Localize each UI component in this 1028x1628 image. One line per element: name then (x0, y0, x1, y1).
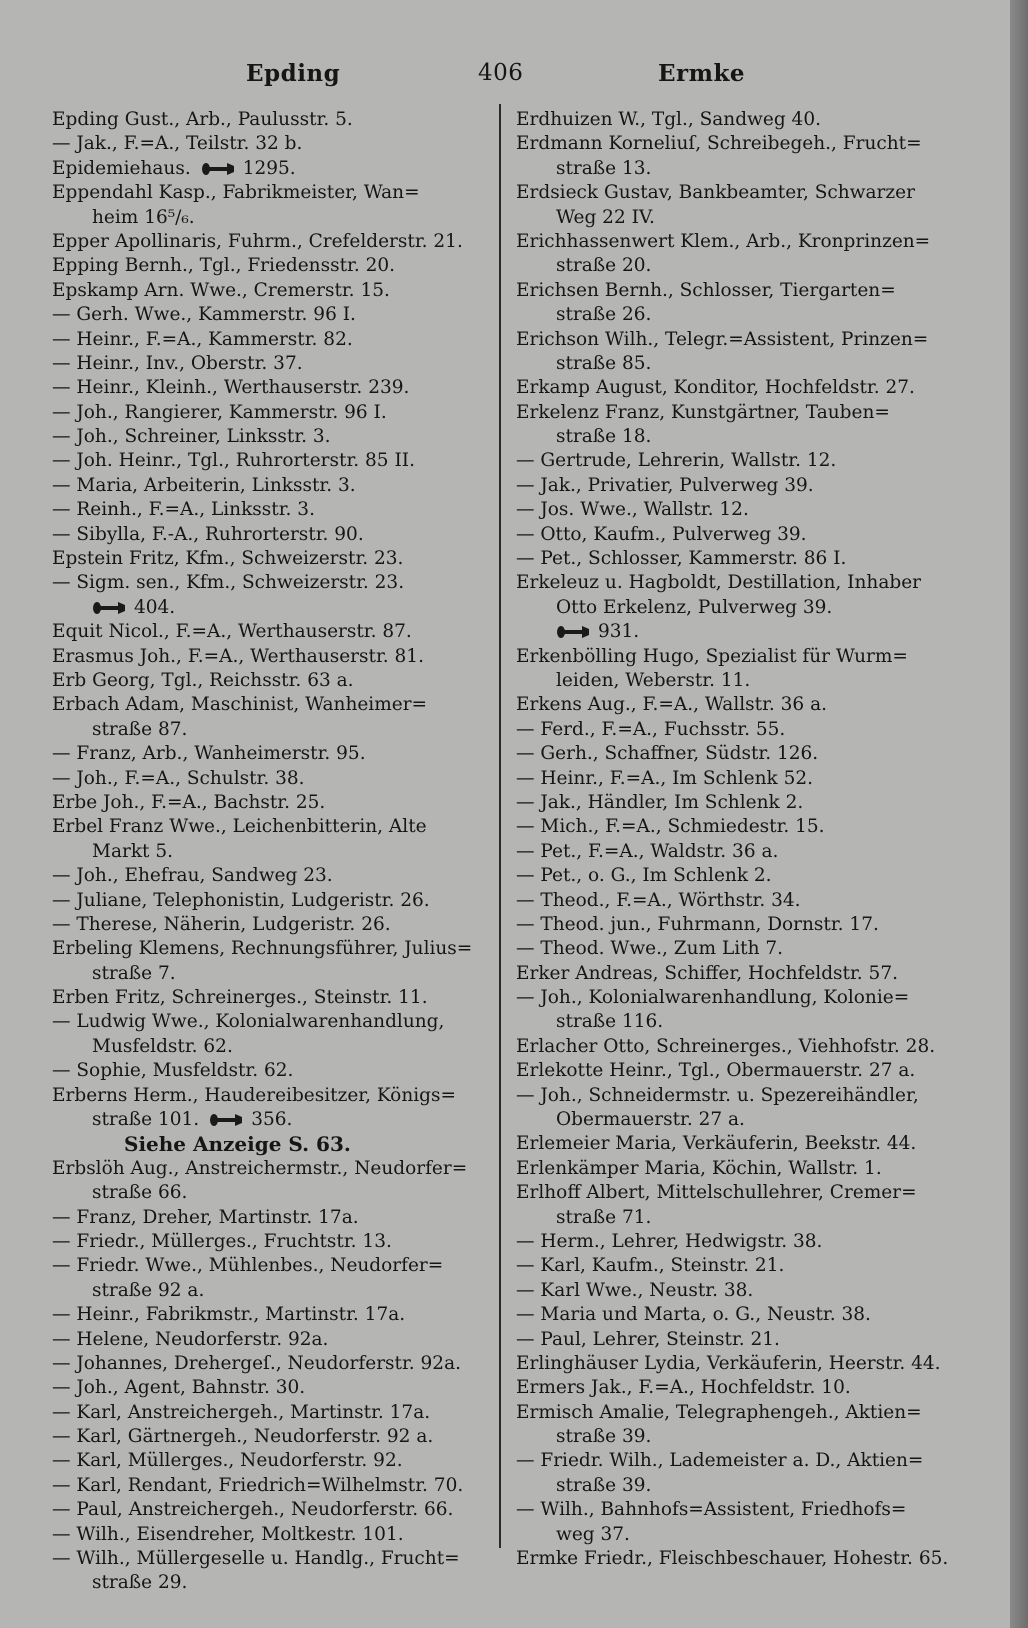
entry-text: Erben Fritz, Schreinerges., Steinstr. 11. (52, 987, 428, 1009)
entry-text: Erlenkämper Maria, Köchin, Wallstr. 1. (516, 1157, 882, 1179)
entry-text: Ermers Jak., F.=A., Hochfeldstr. 10. (516, 1377, 851, 1399)
directory-entry (516, 230, 944, 254)
directory-entry (516, 1206, 944, 1230)
directory-entry (516, 1449, 944, 1473)
page-number: 406 (478, 60, 524, 86)
entry-text: — Joh., F.=A., Schulstr. 38. (52, 767, 305, 789)
entry-text: straße 87. (92, 718, 188, 740)
directory-entry (52, 1206, 480, 1230)
directory-entry (516, 108, 944, 132)
entry-text: — Wilh., Eisendreher, Moltkestr. 101. (52, 1523, 404, 1545)
entry-text: — Heinr., Fabrikmstr., Martinstr. 17a. (52, 1304, 406, 1326)
directory-entry (52, 1498, 480, 1522)
directory-entry (52, 425, 480, 449)
entry-text: — Helene, Neudorferstr. 92a. (52, 1328, 329, 1350)
directory-entry (516, 1279, 944, 1303)
directory-entry (52, 1035, 480, 1059)
telephone-icon (556, 625, 590, 639)
entry-text: Erichsen Bernh., Schlosser, Tiergarten= (516, 279, 896, 301)
page-edge (1010, 0, 1028, 1628)
entry-text: Equit Nicol., F.=A., Werthauserstr. 87. (52, 621, 412, 643)
entry-text: Erlinghäuser Lydia, Verkäuferin, Heerstr. 44. (516, 1352, 941, 1374)
entry-text: Erdhuizen W., Tgl., Sandweg 40. (516, 109, 821, 130)
directory-entry (52, 962, 480, 986)
directory-entry (52, 157, 480, 181)
phone-number (556, 620, 639, 644)
entry-text: Otto Erkelenz, Pulverweg 39. (556, 596, 833, 618)
entry-text: — Joh., Rangierer, Kammerstr. 96 I. (52, 401, 387, 423)
entry-text: — Theod. jun., Fuhrmann, Dornstr. 17. (516, 913, 879, 935)
entry-text: — Sibylla, F.-A., Ruhrorterstr. 90. (52, 523, 364, 545)
directory-entry (516, 937, 944, 961)
entry-text: Markt 5. (92, 840, 173, 862)
entry-text: — Ferd., F.=A., Fuchsstr. 55. (516, 718, 786, 740)
entry-text: — Theod., F.=A., Wörthstr. 34. (516, 889, 801, 911)
entry-text: — Heinr., F.=A., Im Schlenk 52. (516, 767, 814, 789)
entry-text: straße 92 a. (92, 1279, 205, 1301)
entry-text: — Karl, Gärtnergeh., Neudorferstr. 92 a. (52, 1426, 434, 1448)
entry-text: — Maria, Arbeiterin, Linksstr. 3. (52, 474, 356, 496)
directory-entry (516, 449, 944, 473)
entry-text: Epidemiehaus. (52, 157, 191, 179)
entry-text: Erdsieck Gustav, Bankbeamter, Schwarzer (516, 182, 915, 204)
directory-entry (516, 620, 944, 644)
directory-entry (52, 1230, 480, 1254)
entry-text: — Otto, Kaufm., Pulverweg 39. (516, 523, 807, 545)
entry-text: — Paul, Anstreichergeh., Neudorferstr. 66. (52, 1499, 454, 1521)
entry-text: — Gertrude, Lehrerin, Wallstr. 12. (516, 450, 837, 472)
directory-entry (52, 1279, 480, 1303)
entry-text: Ermisch Amalie, Telegraphengeh., Aktien= (516, 1401, 922, 1423)
entry-text: — Sigm. sen., Kfm., Schweizerstr. 23. (52, 572, 405, 594)
entry-text: Erkens Aug., F.=A., Wallstr. 36 a. (516, 694, 827, 716)
directory-entry (52, 1059, 480, 1083)
right-column (516, 108, 949, 1571)
directory-entry (516, 498, 944, 522)
directory-entry (52, 498, 480, 522)
entry-text: Erkenbölling Hugo, Spezialist für Wurm= (516, 645, 908, 667)
entry-text: — Heinr., Inv., Oberstr. 37. (52, 352, 303, 374)
entry-text: Erichhassenwert Klem., Arb., Kronprinzen= (516, 230, 931, 252)
directory-entry (516, 352, 944, 376)
directory-entry (52, 449, 480, 473)
entry-text: straße 18. (556, 426, 652, 448)
entry-text: — Johannes, Drehergeſ., Neudorferstr. 92a. (52, 1352, 461, 1374)
directory-entry (516, 401, 944, 425)
directory-entry (516, 181, 944, 205)
directory-entry (52, 1328, 480, 1352)
directory-entry (52, 1425, 480, 1449)
entry-text: — Joh., Kolonialwarenhandlung, Kolonie= (516, 987, 910, 1009)
directory-entry (516, 645, 944, 669)
directory-entry (52, 840, 480, 864)
directory-entry (516, 376, 944, 400)
phone-number-value: 404. (134, 596, 176, 618)
directory-entry (52, 620, 480, 644)
directory-entry (52, 523, 480, 547)
entry-text: Erbel Franz Wwe., Leichenbitterin, Alte (52, 816, 427, 838)
entry-text: — Karl, Müllerges., Neudorferstr. 92. (52, 1450, 403, 1472)
directory-entry (52, 913, 480, 937)
directory-entry (516, 815, 944, 839)
entry-text: straße 13. (556, 157, 652, 179)
entry-text: Epding Gust., Arb., Paulusstr. 5. (52, 109, 353, 130)
entry-text: — Jak., F.=A., Teilstr. 32 b. (52, 133, 303, 155)
directory-entry (516, 303, 944, 327)
directory-entry (52, 230, 480, 254)
directory-entry (52, 1254, 480, 1278)
entry-text: Erbslöh Aug., Anstreichermstr., Neudorfer= (52, 1157, 468, 1179)
entry-text: Erbach Adam, Maschinist, Wanheimer= (52, 694, 428, 716)
directory-entry (516, 1108, 944, 1132)
directory-entry (516, 474, 944, 498)
entry-text: — Joh., Agent, Bahnstr. 30. (52, 1377, 306, 1399)
entry-text: Erb Georg, Tgl., Reichsstr. 63 a. (52, 669, 354, 691)
entry-text: Epping Bernh., Tgl., Friedensstr. 20. (52, 255, 396, 277)
directory-entry (52, 254, 480, 278)
entry-text: — Gerh., Schaffner, Südstr. 126. (516, 743, 819, 765)
directory-entry (52, 328, 480, 352)
directory-entry (516, 1376, 944, 1400)
directory-entry (52, 889, 480, 913)
entry-text: — Friedr. Wwe., Mühlenbes., Neudorfer= (52, 1255, 444, 1277)
entry-text: straße 71. (556, 1206, 652, 1228)
entry-text: Epstein Fritz, Kfm., Schweizerstr. 23. (52, 548, 404, 570)
telephone-icon (201, 162, 235, 176)
entry-text: Obermauerstr. 27 a. (556, 1109, 745, 1131)
entry-text: — Franz, Dreher, Martinstr. 17a. (52, 1206, 359, 1228)
directory-entry (52, 1084, 480, 1108)
directory-entry (516, 1254, 944, 1278)
entry-text: — Reinh., F.=A., Linksstr. 3. (52, 499, 315, 521)
entry-text: — Therese, Näherin, Ludgeristr. 26. (52, 913, 391, 935)
entry-text: Siehe Anzeige S. 63. (124, 1132, 351, 1157)
directory-entry (516, 206, 944, 230)
entry-text: straße 39. (556, 1426, 652, 1448)
directory-entry (516, 1132, 944, 1156)
column-divider (499, 104, 501, 1548)
entry-text: — Heinr., F.=A., Kammerstr. 82. (52, 328, 353, 350)
entry-text: straße 85. (556, 352, 652, 374)
entry-text: — Heinr., Kleinh., Werthauserstr. 239. (52, 377, 410, 399)
entry-text: leiden, Weberstr. 11. (556, 669, 751, 691)
directory-entry (516, 1352, 944, 1376)
entry-text: Erkeleuz u. Hagboldt, Destillation, Inhaber (516, 572, 921, 594)
entry-text: straße 29. (92, 1572, 188, 1594)
directory-entry (516, 523, 944, 547)
entry-text: — Karl, Rendant, Friedrich=Wilhelmstr. 70. (52, 1474, 464, 1496)
directory-entry (52, 596, 480, 620)
entry-text: Erbe Joh., F.=A., Bachstr. 25. (52, 791, 326, 813)
entry-text: Erberns Herm., Haudereibesitzer, Königs= (52, 1084, 456, 1106)
directory-entry (52, 206, 480, 230)
directory-entry (52, 1401, 480, 1425)
directory-entry (52, 1449, 480, 1473)
directory-entry (516, 328, 944, 352)
entry-text: — Ludwig Wwe., Kolonialwarenhandlung, (52, 1011, 445, 1033)
entry-text: — Joh., Ehefrau, Sandweg 23. (52, 865, 333, 887)
directory-entry (52, 376, 480, 400)
entry-text: Erasmus Joh., F.=A., Werthauserstr. 81. (52, 645, 424, 667)
directory-entry (52, 1547, 480, 1571)
directory-entry (52, 693, 480, 717)
entry-text: — Jak., Privatier, Pulverweg 39. (516, 474, 814, 496)
entry-text: Erker Andreas, Schiffer, Hochfeldstr. 57. (516, 962, 898, 984)
directory-entry (516, 1474, 944, 1498)
entry-text: straße 39. (556, 1474, 652, 1496)
entry-text: Erichson Wilh., Telegr.=Assistent, Prinzen= (516, 328, 929, 350)
entry-text: — Pet., o. G., Im Schlenk 2. (516, 865, 772, 887)
entry-text: — Joh., Schreiner, Linksstr. 3. (52, 426, 331, 448)
entry-text: Erlacher Otto, Schreinerges., Viehhofstr. 28. (516, 1035, 936, 1057)
entry-text: — Karl, Anstreichergeh., Martinstr. 17a. (52, 1401, 431, 1423)
entry-text: — Jos. Wwe., Wallstr. 12. (516, 499, 749, 521)
directory-entry (516, 1157, 944, 1181)
directory-entry (516, 889, 944, 913)
entry-text: — Karl Wwe., Neustr. 38. (516, 1279, 754, 1301)
directory-entry (52, 352, 480, 376)
directory-entry (516, 1059, 944, 1083)
entry-text: — Paul, Lehrer, Steinstr. 21. (516, 1328, 780, 1350)
phone-number-value: 1295. (242, 157, 296, 179)
header-first-entry: Epding (246, 60, 341, 87)
entry-text: — Pet., Schlosser, Kammerstr. 86 I. (516, 548, 847, 570)
entry-text: — Pet., F.=A., Waldstr. 36 a. (516, 840, 779, 862)
directory-entry (516, 1230, 944, 1254)
entry-text: Erlhoff Albert, Mittelschullehrer, Cremer= (516, 1182, 917, 1204)
phone-number (201, 157, 296, 181)
directory-entry (516, 425, 944, 449)
directory-entry (52, 937, 480, 961)
phone-number (209, 1108, 292, 1132)
directory-entry (52, 1571, 480, 1595)
telephone-icon (209, 1113, 243, 1127)
directory-entry (52, 401, 480, 425)
directory-entry (52, 181, 480, 205)
directory-entry (52, 791, 480, 815)
directory-entry (516, 596, 944, 620)
directory-entry (516, 547, 944, 571)
directory-entry (52, 132, 480, 156)
entry-text: — Gerh. Wwe., Kammerstr. 96 I. (52, 304, 356, 326)
phone-number (92, 596, 175, 620)
entry-text: — Jak., Händler, Im Schlenk 2. (516, 791, 804, 813)
directory-entry (52, 1376, 480, 1400)
directory-entry (516, 913, 944, 937)
directory-entry (52, 986, 480, 1010)
entry-text: straße 7. (92, 962, 176, 984)
entry-text: — Wilh., Müllergeselle u. Handlg., Frucht= (52, 1548, 460, 1570)
directory-entry (52, 767, 480, 791)
directory-entry (516, 742, 944, 766)
entry-text: — Friedr., Müllerges., Fruchtstr. 13. (52, 1230, 392, 1252)
directory-entry (516, 1523, 944, 1547)
directory-entry (52, 547, 480, 571)
directory-entry (516, 1035, 944, 1059)
directory-entry (516, 767, 944, 791)
telephone-icon (92, 601, 126, 615)
entry-text: Erkamp August, Konditor, Hochfeldstr. 27. (516, 377, 915, 399)
entry-text: Epskamp Arn. Wwe., Cremerstr. 15. (52, 279, 390, 301)
directory-entry (52, 718, 480, 742)
directory-entry (516, 157, 944, 181)
directory-entry (516, 1425, 944, 1449)
directory-entry (52, 815, 480, 839)
entry-text: — Karl, Kaufm., Steinstr. 21. (516, 1255, 785, 1277)
directory-entry (516, 669, 944, 693)
entry-text: Erlemeier Maria, Verkäuferin, Beekstr. 44. (516, 1133, 917, 1155)
phone-number-value: 931. (598, 621, 640, 643)
directory-entry (516, 1498, 944, 1522)
entry-text: — Maria und Marta, o. G., Neustr. 38. (516, 1304, 871, 1326)
entry-text: — Friedr. Wilh., Lademeister a. D., Aktien= (516, 1450, 924, 1472)
header-last-entry: Ermke (658, 60, 746, 87)
directory-entry (52, 1157, 480, 1181)
entry-text: straße 101. (92, 1109, 200, 1131)
entry-text: Eppendahl Kasp., Fabrikmeister, Wan= (52, 182, 420, 204)
directory-entry (52, 474, 480, 498)
directory-entry (52, 645, 480, 669)
entry-text: Epper Apollinaris, Fuhrm., Crefelderstr. 21. (52, 230, 463, 252)
directory-entry (52, 864, 480, 888)
entry-text: straße 26. (556, 304, 652, 326)
entry-text: Erlekotte Heinr., Tgl., Obermauerstr. 27 a. (516, 1060, 916, 1082)
entry-text: weg 37. (556, 1523, 630, 1545)
directory-entry (516, 1328, 944, 1352)
entry-text: Weg 22 IV. (556, 206, 655, 228)
directory-entry (52, 303, 480, 327)
directory-entry (52, 1303, 480, 1327)
entry-text: heim 16⁵/₆. (92, 206, 195, 228)
directory-entry (516, 840, 944, 864)
entry-text: — Mich., F.=A., Schmiedestr. 15. (516, 816, 825, 838)
entry-text: Erbeling Klemens, Rechnungsführer, Julius= (52, 938, 473, 960)
entry-text: Musfeldstr. 62. (92, 1035, 233, 1057)
entry-text: Erkelenz Franz, Kunstgärtner, Tauben= (516, 401, 890, 423)
directory-entry (516, 1010, 944, 1034)
entry-text: Ermke Friedr., Fleischbeschauer, Hohestr. 65. (516, 1548, 949, 1570)
left-column (52, 108, 480, 1596)
directory-entry (52, 1352, 480, 1376)
entry-text: straße 20. (556, 255, 652, 277)
directory-entry (516, 1303, 944, 1327)
directory-entry (516, 254, 944, 278)
directory-entry (516, 1181, 944, 1205)
directory-entry (516, 864, 944, 888)
directory-entry (52, 1010, 480, 1034)
entry-text: — Joh. Heinr., Tgl., Ruhrorterstr. 85 II. (52, 450, 415, 472)
directory-entry (52, 1108, 480, 1132)
phone-number-value: 356. (251, 1109, 293, 1131)
directory-entry (52, 669, 480, 693)
entry-text: — Herm., Lehrer, Hedwigstr. 38. (516, 1230, 823, 1252)
directory-entry (52, 1474, 480, 1498)
directory-entry (516, 279, 944, 303)
directory-entry (516, 986, 944, 1010)
directory-entry (516, 962, 944, 986)
directory-entry (52, 742, 480, 766)
directory-entry (52, 1181, 480, 1205)
entry-text: — Wilh., Bahnhofs=Assistent, Friedhofs= (516, 1499, 907, 1521)
directory-entry (52, 279, 480, 303)
advertisement-note (52, 1132, 480, 1156)
entry-text: — Franz, Arb., Wanheimerstr. 95. (52, 743, 366, 765)
directory-entry (516, 1401, 944, 1425)
directory-entry (516, 693, 944, 717)
directory-entry (516, 1084, 944, 1108)
entry-text: — Sophie, Musfeldstr. 62. (52, 1060, 294, 1082)
entry-text: — Juliane, Telephonistin, Ludgeristr. 26. (52, 889, 430, 911)
directory-entry (516, 571, 944, 595)
entry-text: — Theod. Wwe., Zum Lith 7. (516, 938, 784, 960)
page-header (0, 58, 1010, 94)
directory-entry (516, 718, 944, 742)
directory-entry (52, 108, 480, 132)
directory-entry (516, 791, 944, 815)
entry-text: — Joh., Schneidermstr. u. Spezereihändler, (516, 1084, 919, 1106)
entry-text: Erdmann Korneliuſ, Schreibegeh., Frucht= (516, 133, 922, 155)
entry-text: straße 116. (556, 1011, 664, 1033)
directory-entry (52, 1523, 480, 1547)
directory-entry (52, 571, 480, 595)
directory-entry (516, 132, 944, 156)
directory-entry (516, 1547, 949, 1571)
entry-text: straße 66. (92, 1182, 188, 1204)
